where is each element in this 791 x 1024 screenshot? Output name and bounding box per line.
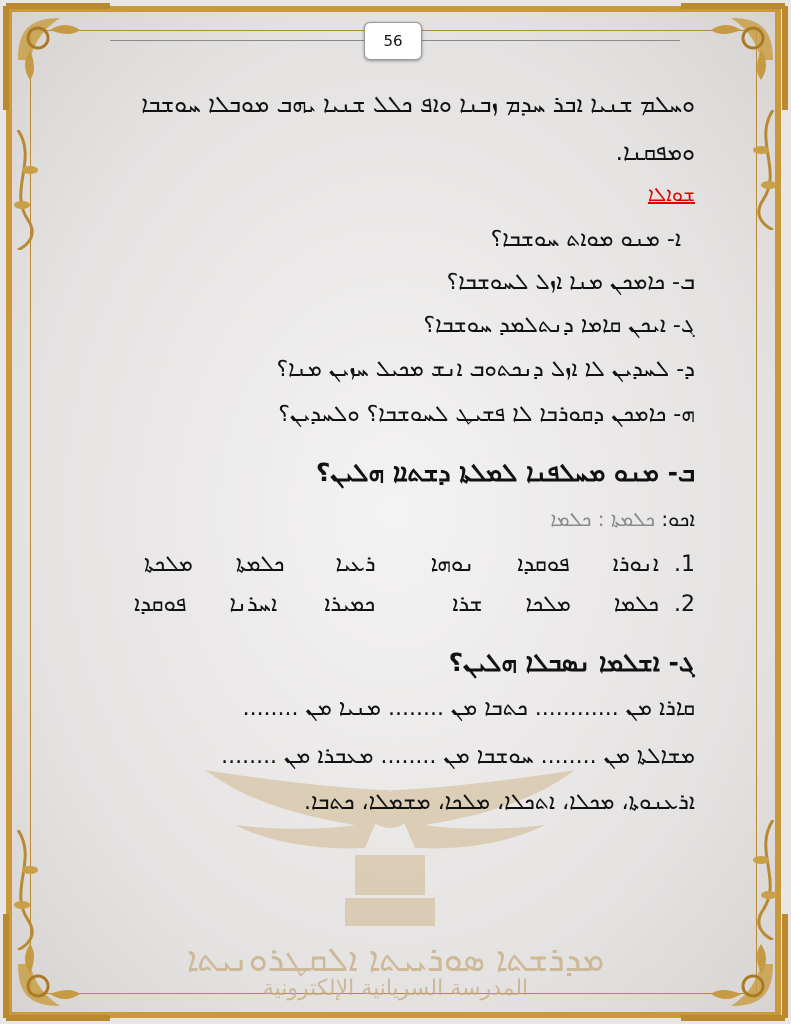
question-item [276,357,695,382]
word: ܡܠܟܬܐ [144,552,193,577]
vine-ornament-icon [8,830,48,950]
question-item [447,270,695,295]
question-text: ܟܐܡܟܢ ܡܢܐ ܐܙܠ ܠܚܘܫܒܐ؟ [446,270,666,295]
word: ܟܠܡܐ [613,592,659,617]
word: ܦܘܩܕܐ [134,592,187,617]
example-line [550,507,695,531]
corner-ornament-icon [0,0,120,120]
question-text: ܡܢܘ ܡܘܐܬ ܚܘܫܒܐ؟ [490,227,660,252]
question-label: ܗ- [673,402,695,427]
question-label: ܓ- [672,313,695,338]
section-heading-text: ܐܫܠܡܐ ܢܣܒܠܐ ܗܠܝܢ؟ [448,648,660,677]
page-number-text: 56 [383,32,403,50]
word: ܪܥܝܐ [335,552,376,577]
question-item [491,227,681,252]
section-b-heading [316,458,695,488]
question-label: ܐ- [666,227,681,252]
question-item [423,313,695,338]
questions-title: ܫܘܐܠܐ [647,182,695,206]
vine-ornament-icon [8,130,48,250]
word: ܟܠܡܬܐ [235,552,285,577]
row-number: 1. [674,552,695,577]
question-item [278,402,695,427]
vine-ornament-icon [743,820,783,940]
fill-line: ܐܪܥܢܘܬܐ، ܡܟܠܐ، ܐܬܟܠܐ، ܡܠܟܐ، ܡܫܡܠܐ، ܟܬܒܐ. [303,790,695,815]
word: ܐܢܘܪܐ [612,552,659,577]
section-label: ܓ- [668,648,695,677]
question-text: ܐܝܟܢ ܩܐܡܐ ܕܢܬܠܡܕ ܚܘܫܒܐ؟ [423,313,666,338]
question-label: ܒ- [672,270,695,295]
word: ܡܠܟܐ [525,592,571,617]
watermark-syriac: ܡܕܪܫܬܐ ܣܘܪܝܝܬܐ ܐܠܩܛܪܘܢܝܬܐ [186,940,605,980]
section-heading-text: ܡܢܘ ܡܚܠܦܢܐ ܠܡܠܬܐ ܕܫܬܐܐ ܗܠܝܢ؟ [315,458,659,487]
question-label: ܕ- [676,357,695,382]
paragraph-line-2: ܘܡܦܩܢܐ. [615,140,695,166]
vine-ornament-icon [743,110,783,230]
page-number [364,22,422,60]
example-text: ܟܠܡܬܐ : ܟܠܡܐ [550,507,656,531]
word-row-2 [134,592,695,617]
example-label: ܐܟܘ: [661,507,695,531]
header-rule [420,40,680,41]
header-rule [110,40,364,41]
question-text: ܠܚܕܝܢ ܠܐ ܐܙܠ ܕܢܟܬܘܒ ܐܢܫ ܡܟܝܠ ܚܙܝܢ ܡܢܐ؟ [276,357,670,382]
fill-line: ܡܫܐܠܬܐ ܡܢ ........ ܚܘܫܒܐ ܡܢ ........ ܡܥܒܪܐ ܡܢ ........ [221,744,695,769]
fill-line: ܩܐܪܐ ܡܢ ............ ܟܬܒܐ ܡܢ ........ ܡܢܝܐ ܡܢ ........ [242,696,695,721]
word: ܐܚܪܢܐ [229,592,278,617]
word: ܫܪܐ [452,592,483,617]
watermark-arabic: المدرسة السريانية الإلكترونية [262,976,529,1001]
section-label: ܒ- [667,458,695,487]
word: ܟܡܝܪܐ [324,592,376,617]
section-c-heading [449,648,695,678]
word: ܢܘܗܐ [430,552,475,577]
word: ܦܘܩܕܐ [517,552,570,577]
question-text: ܟܐܡܟܢ ܕܩܘܪܒܐ ܠܐ ܦܫܝܛ ܠܚܘܫܒܐ؟ ܘܠܚܕܝܢ؟ [278,402,667,427]
paragraph-line-1: ܘܚܠܡ ܫܢܝܐ ܐܒܪ ܚܕܡ ܙܒܢܐ ܘܐܦ ܟܠܠ ܫܢܝܐ ܝܗܒ ܡܘܒܠܐ ܚܘܫܒܐ [141,92,695,118]
word-row-1 [144,552,695,577]
row-number: 2. [674,592,695,617]
